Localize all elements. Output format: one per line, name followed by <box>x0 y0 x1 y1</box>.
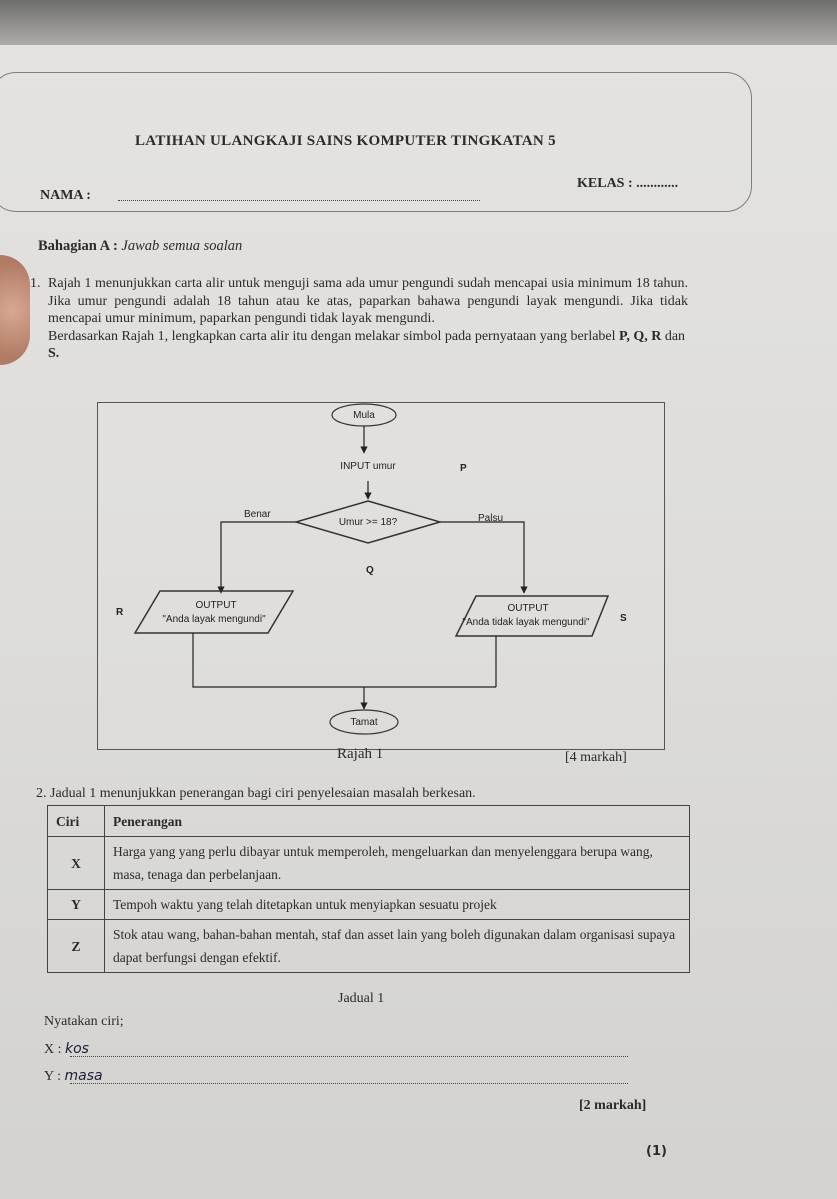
q2-marks <box>579 1098 646 1114</box>
table-caption: Jadual 1 <box>338 991 385 1006</box>
flowchart <box>97 402 665 750</box>
answer-y-line <box>70 1083 628 1084</box>
kelas-label: KELAS : ............ <box>577 176 679 191</box>
output-s-title: OUTPUT <box>507 603 549 614</box>
q1-marks <box>565 750 627 766</box>
false-label: Palsu <box>478 513 504 524</box>
table-cell-ciri: Y <box>48 890 105 920</box>
label-p: P <box>460 463 467 474</box>
input-label: INPUT umur <box>340 461 396 472</box>
table-cell-ciri: X <box>48 837 105 890</box>
question-1-para1: Rajah 1 menunjukkan carta alir untuk menguji sama ada umur pengundi sudah mencapai usia minimum 18 tahun. Jika umur pengundi adalah 18 tahun atau ke atas, paparkan bahawa pengundi layak mengundi. Jika tidak mencapai umur minimum, paparkan pengundi tidak layak mengundi. <box>48 276 688 327</box>
label-s: S <box>620 613 627 624</box>
table-header-ciri: Ciri <box>48 806 105 837</box>
q1-marks-text: [4 markah] <box>565 750 627 765</box>
instruction: Nyatakan ciri; <box>44 1014 124 1029</box>
answer-x-line <box>70 1056 628 1057</box>
q2-marks-text: [2 markah] <box>579 1098 647 1113</box>
table-cell-penerangan: Stok atau wang, bahan-bahan mentah, staf dan asset lain yang boleh digunakan dalam organisasi supaya dapat berfungsi dengan efektif. <box>105 920 690 973</box>
table-row <box>48 920 690 973</box>
true-label: Benar <box>244 509 271 520</box>
output-s-text: "Anda tidak layak mengundi" <box>462 617 590 628</box>
table-header-penerangan: Penerangan <box>105 806 690 837</box>
answer-x-value: kos <box>65 1041 89 1057</box>
para2-prefix: Berdasarkan Rajah 1, lengkapkan carta alir itu dengan melakar simbol pada pernyataan yang berlabel <box>48 328 620 344</box>
table-header-row <box>48 806 690 837</box>
start-label: Mula <box>353 410 375 421</box>
answer-y-value: masa <box>64 1068 103 1084</box>
arrow-false-branch <box>440 522 524 593</box>
table-cell-penerangan: Tempoh waktu yang telah ditetapkan untuk menyiapkan sesuatu projek <box>105 890 690 920</box>
decision-label: Umur >= 18? <box>338 517 398 528</box>
question-2: 2. Jadual 1 menunjukkan penerangan bagi ciri penyelesaian masalah berkesan. <box>36 786 476 801</box>
question-1 <box>30 275 688 363</box>
answer-x-label: X : <box>44 1042 62 1057</box>
label-q: Q <box>366 565 374 576</box>
section-instruction: Jawab semua soalan <box>121 238 243 254</box>
output-r-text: "Anda layak mengundi" <box>162 614 266 625</box>
page-number: (1) <box>646 1144 667 1159</box>
output-r-parallelogram <box>135 591 293 633</box>
output-r-title: OUTPUT <box>195 600 237 611</box>
label-r: R <box>116 607 124 618</box>
nama-field-line[interactable] <box>118 200 480 201</box>
answer-y-label: Y : <box>44 1069 61 1084</box>
table-ciri <box>47 805 690 973</box>
figure-caption: Rajah 1 <box>337 746 384 762</box>
connector-left-merge <box>193 633 496 687</box>
para2-end: S. <box>48 346 60 362</box>
para2-bold: P, Q, R <box>619 328 662 344</box>
para2-mid: dan <box>661 328 686 344</box>
section-heading <box>38 238 242 255</box>
table-row <box>48 890 690 920</box>
page-title: LATIHAN ULANGKAJI SAINS KOMPUTER TINGKATAN 5 <box>135 133 556 149</box>
section-prefix: Bahagian A : <box>38 238 122 254</box>
question-1-para2 <box>48 328 688 363</box>
arrow-true-branch <box>221 522 296 593</box>
nama-label: NAMA : <box>40 188 91 203</box>
table-cell-ciri: Z <box>48 920 105 973</box>
table-cell-penerangan: Harga yang yang perlu dibayar untuk memperoleh, mengeluarkan dan menyelenggara berupa wang, masa, tenaga dan perbelanjaan. <box>105 837 690 890</box>
question-1-number: 1. <box>30 276 41 291</box>
finger-shadow <box>0 255 30 365</box>
output-s-parallelogram <box>456 596 608 636</box>
end-label: Tamat <box>350 717 378 728</box>
table-row <box>48 837 690 890</box>
